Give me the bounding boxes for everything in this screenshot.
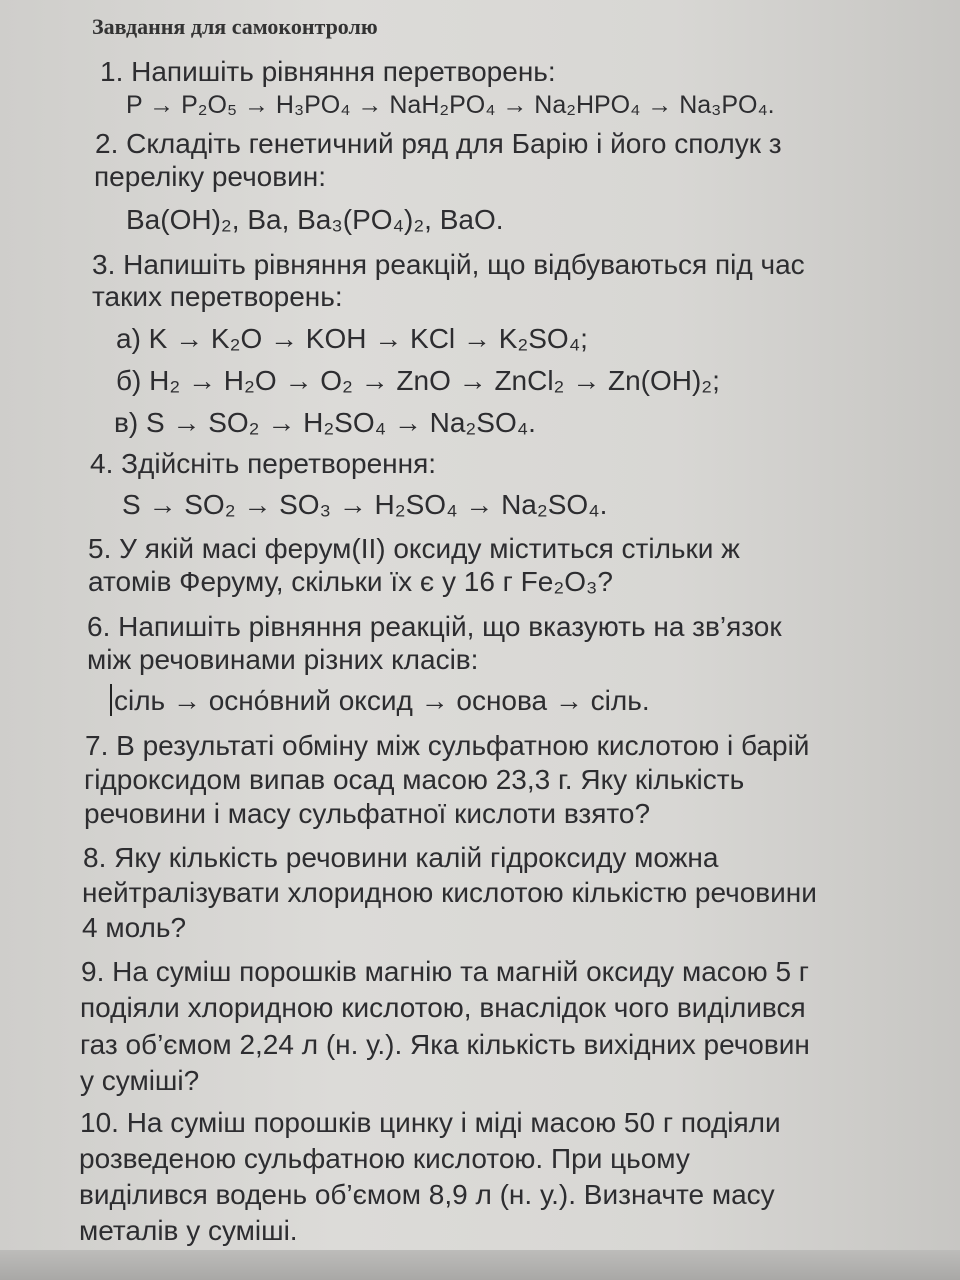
task-3-item-b: б) H₂ → H₂O → O₂ → ZnO → ZnCl₂ → Zn(OH)₂; [116, 365, 720, 396]
task-7-line-3: речовини і масу сульфатної кислоти взято? [84, 798, 651, 829]
sheet-bottom-edge [0, 1250, 960, 1280]
task-9-line-3: газ об’ємом 2,24 л (н. у.). Яка кількість вихідних речовин [80, 1029, 810, 1060]
task-5-line-1: 5. У якій масі ферум(II) оксиду міститься стільки ж [88, 533, 740, 564]
task-9-line-4: у суміші? [80, 1065, 200, 1096]
task-10-line-4: металів у суміші. [79, 1215, 298, 1246]
task-5-line-2: атомів Феруму, скільки їх є у 16 г Fe₂O₃? [88, 566, 613, 597]
task-3-line-1: 3. Напишіть рівняння реакцій, що відбуваються під час [92, 249, 805, 280]
task-2-line-1: 2. Складіть генетичний ряд для Барію і його сполук з [95, 128, 782, 159]
task-8-line-2: нейтралізувати хлоридною кислотою кількістю речовини [82, 877, 817, 908]
task-4-line-1: 4. Здійсніть перетворення: [90, 448, 437, 479]
task-1-chain: P → P₂O₅ → H₃PO₄ → NaH₂PO₄ → Na₂HPO₄ → Na₃PO₄. [126, 91, 775, 119]
task-9-line-1: 9. На суміш порошків магнію та магній оксиду масою 5 г [81, 956, 810, 987]
task-6-line-1: 6. Напишіть рівняння реакцій, що вказують на зв’язок [87, 611, 782, 642]
task-3-item-c: в) S → SO₂ → H₂SO₄ → Na₂SO₄. [114, 407, 536, 438]
task-10-line-2: розведеною сульфатною кислотою. При цьому [79, 1143, 690, 1174]
task-4-chain: S → SO₂ → SO₃ → H₂SO₄ → Na₂SO₄. [122, 489, 608, 520]
text-cursor [110, 684, 112, 716]
task-9-line-2: подіяли хлоридною кислотою, внаслідок чого виділився [80, 992, 806, 1023]
document-title: Завдання для самоконтролю [92, 14, 378, 39]
task-7-line-2: гідроксидом випав осад масою 23,3 г. Яку кількість [84, 764, 745, 795]
task-10-line-1: 10. На суміш порошків цинку і міді масою 50 г подіяли [80, 1107, 781, 1138]
task-1-line-1: 1. Напишіть рівняння перетворень: [100, 56, 556, 87]
task-8-line-3: 4 моль? [82, 912, 187, 943]
task-8-line-1: 8. Яку кількість речовини калій гідроксиду можна [83, 842, 719, 873]
task-3-item-a: а) K → K₂O → KOH → KCl → K₂SO₄; [116, 323, 588, 354]
task-6-line-2: між речовинами різних класів: [87, 644, 479, 675]
task-7-line-1: 7. В результаті обміну між сульфатною кислотою і барій [85, 730, 810, 761]
task-6-chain: сіль → осно́вний оксид → основа → сіль. [114, 685, 650, 716]
task-3-line-2: таких перетворень: [92, 281, 343, 312]
task-2-substances: Ba(OH)₂, Ba, Ba₃(PO₄)₂, BaO. [126, 204, 504, 235]
task-2-line-2: переліку речовин: [94, 161, 326, 192]
task-10-line-3: виділився водень об’ємом 8,9 л (н. у.). Визначте масу [79, 1179, 775, 1210]
